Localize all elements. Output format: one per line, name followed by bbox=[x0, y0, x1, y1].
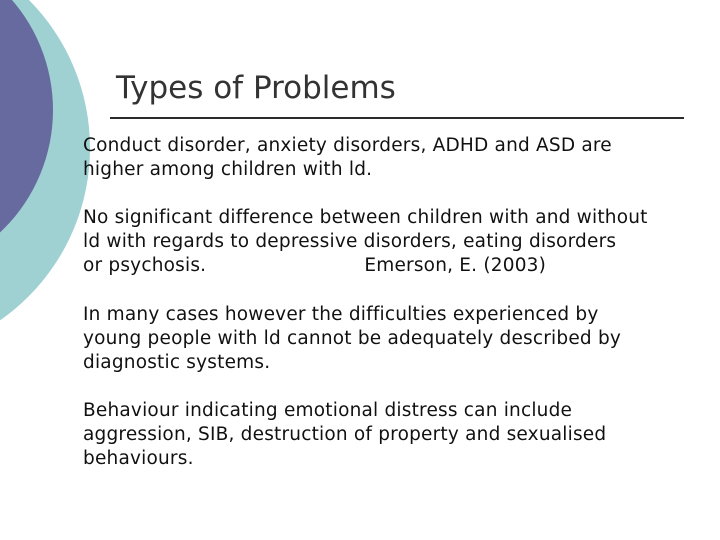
paragraph-emotional-distress: Behaviour indicating emotional distress can include aggression, SIB, destruction of property and sexualised behaviours. bbox=[83, 400, 607, 469]
slide-title: Types of Problems bbox=[116, 70, 396, 106]
paragraph-diagnostic-systems: In many cases however the difficulties experienced by young people with ld cannot be adequately described by diagnostic systems. bbox=[83, 304, 622, 373]
title-underline bbox=[110, 117, 684, 119]
paragraph-no-significant-difference: No significant difference between children with and without ld with regards to depressive disorders, eating disorders or psychosis. Emerson, E. (2003) bbox=[83, 207, 648, 276]
paragraph-conduct-disorders: Conduct disorder, anxiety disorders, ADHD and ASD are higher among children with ld. bbox=[83, 135, 612, 180]
